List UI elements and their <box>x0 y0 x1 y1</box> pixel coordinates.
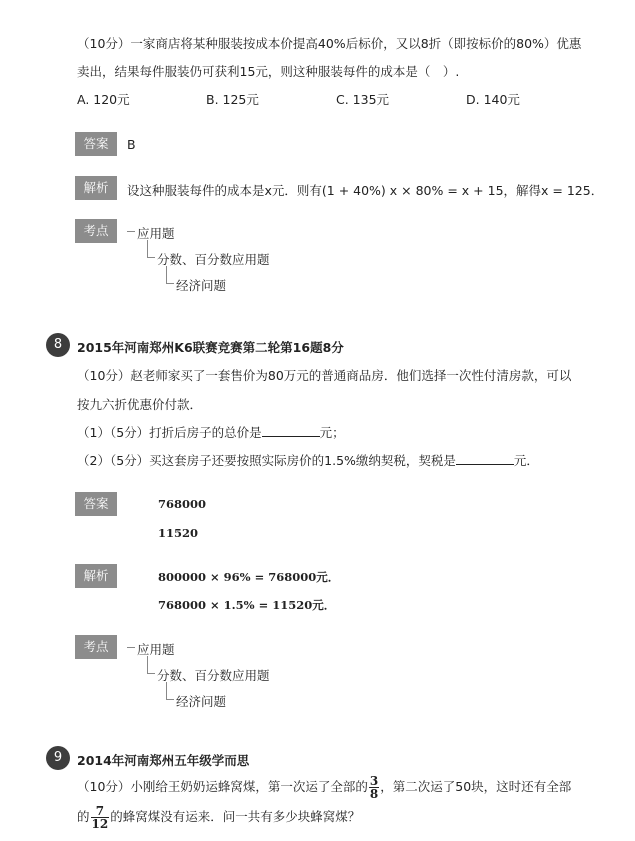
q7-answer-tag: 答案 <box>75 132 117 156</box>
q8-sub2-text: （2）（5分）买这套房子还要按照实际房价的1.5%缴纳契税，契税是 <box>77 453 456 468</box>
q8-title: 2015年河南郑州K6联赛竞赛第二轮第16题8分 <box>77 340 344 355</box>
q9-line-1 <box>77 772 571 802</box>
q9-fraction-2-denominator: 12 <box>91 817 109 831</box>
q8-point-3: 经济问题 <box>176 694 227 709</box>
q8-analysis-1: 800000 × 96% = 768000元． <box>158 570 340 584</box>
q9-number-badge: 9 <box>46 746 70 770</box>
q8-sub2-unit: 元． <box>513 453 539 468</box>
q8-answer-tag: 答案 <box>75 492 117 516</box>
q8-sub-question-1 <box>77 423 345 441</box>
q8-sub1-blank <box>262 424 320 437</box>
q7-line-1: （10分）一家商店将某种服装按成本价提高40%后标价，又以8折（即按标价的80%）优惠 <box>77 36 582 51</box>
q7-line-2: 卖出，结果每件服装仍可获利15元，则这种服装每件的成本是（ ）. <box>77 64 460 79</box>
q8-point-2: 分数、百分数应用题 <box>157 668 270 683</box>
q9-line1-rest: ，第二次运了50块，这时还有全部 <box>380 779 572 794</box>
q7-analysis-tag: 解析 <box>75 176 117 200</box>
q8-sub1-text: （1）（5分）打折后房子的总价是 <box>77 425 262 440</box>
q7-option-d: D. 140元 <box>466 92 520 107</box>
q8-points-branch-1 <box>147 656 155 674</box>
q9-line1-text: （10分）小刚给王奶奶运蜂窝煤，第一次运了全部的 <box>77 779 368 794</box>
q7-answer: B <box>127 137 136 152</box>
q8-sub2-blank <box>456 452 514 465</box>
q7-points-branch-1 <box>147 240 155 258</box>
q7-analysis: 设这种服装每件的成本是x元．则有(1 + 40%) x × 80% = x + 15，解得x = 125． <box>127 183 604 198</box>
q8-points-tag: 考点 <box>75 635 117 659</box>
q8-points-connector <box>127 647 135 648</box>
q9-fraction-2 <box>91 805 110 830</box>
q8-sub1-unit: 元； <box>319 425 345 440</box>
q8-number-badge: 8 <box>46 333 70 357</box>
q7-point-1: 应用题 <box>137 226 175 241</box>
q9-fraction-1-numerator: 3 <box>369 774 379 788</box>
q8-answer-2: 11520 <box>158 526 199 540</box>
q7-option-a: A. 120元 <box>77 92 130 107</box>
q9-line-2 <box>77 802 360 832</box>
q9-fraction-2-numerator: 7 <box>91 805 110 818</box>
q9-title: 2014年河南郑州五年级学而思 <box>77 753 250 768</box>
q7-points-branch-2 <box>166 266 174 284</box>
q9-fraction-1 <box>369 775 379 800</box>
q9-line2-rest: 的蜂窝煤没有运来．问一共有多少块蜂窝煤？ <box>110 809 361 824</box>
q7-option-c: C. 135元 <box>336 92 390 107</box>
q8-point-1: 应用题 <box>137 642 175 657</box>
q7-points-connector <box>127 231 135 232</box>
q8-analysis-tag: 解析 <box>75 564 117 588</box>
q8-sub-question-2 <box>77 451 539 469</box>
q7-point-3: 经济问题 <box>176 278 227 293</box>
q7-option-b: B. 125元 <box>206 92 259 107</box>
q7-points-tag: 考点 <box>75 219 117 243</box>
q8-answer-1: 768000 <box>158 497 207 511</box>
q8-line-2: 按九六折优惠价付款． <box>77 397 203 412</box>
q9-line2-text: 的 <box>77 809 90 824</box>
q7-point-2: 分数、百分数应用题 <box>157 252 270 267</box>
q8-analysis-2: 768000 × 1.5% = 11520元． <box>158 598 336 612</box>
q8-line-1: （10分）赵老师家买了一套售价为80万元的普通商品房．他们选择一次性付清房款，可以 <box>77 368 572 383</box>
q8-points-branch-2 <box>166 682 174 700</box>
q9-fraction-1-denominator: 8 <box>369 787 379 801</box>
